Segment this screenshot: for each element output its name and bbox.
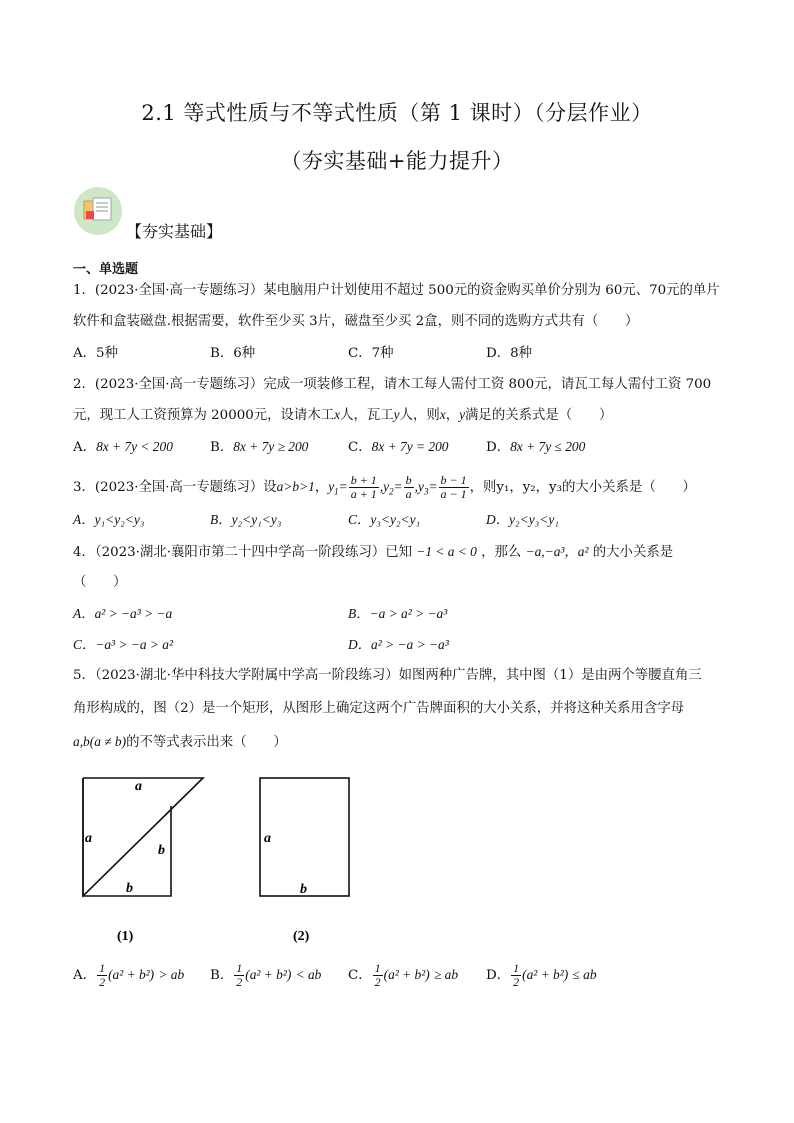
q2-option-a: A．8x + 7y < 200 [73, 439, 173, 455]
q4-option-a: A．a² > −a³ > −a [73, 606, 173, 621]
fig2-caption: (2) [293, 929, 310, 944]
q2-line1: 2．(2023·全国·高一专题练习）完成一项装修工程，请木工每人需付工资 800元，请瓦工每人需付工资 700 [73, 377, 712, 392]
fig2-label-bottom: b [300, 882, 307, 897]
q5-line2: 角形构成的，图（2）是一个矩形，从图形上确定这两个广告牌面积的大小关系，并将这种关系用含字母 [73, 701, 685, 716]
fig2-label-left: a [264, 831, 271, 846]
q5-line1: 5．（2023·湖北·华中科技大学附属中学高一阶段练习）如图两种广告牌，其中图（1）是由两个等腰直角三 [73, 668, 702, 683]
q3-option-a: A．y₁<y₂<y₃ [73, 512, 145, 527]
q1-line2: 软件和盒装磁盘.根据需要，软件至少买 3片，磁盘至少买 2盒，则不同的选购方式共有（ ） [73, 314, 639, 329]
fig1-label-inner: b [158, 843, 165, 858]
q4-line1: 4．（2023·湖北·襄阳市第二十四中学高一阶段练习）已知 −1 < a < 0 ，那么 −a,−a³，a² 的大小关系是 [73, 544, 674, 560]
section-heading: 一、单选题 [73, 262, 139, 277]
q5-option-b: B． $\frac{1}{2}$ (a² + b²) < ab [210, 961, 322, 989]
fig1-label-top: a [135, 779, 142, 794]
q5-option-c: C． $\frac{1}{2}$ (a² + b²) ≥ ab [348, 961, 459, 989]
q1-option-a: A．5种 [73, 346, 118, 361]
q2-option-b: B．8x + 7y ≥ 200 [210, 439, 309, 455]
figure-1-trapezoid [83, 778, 203, 896]
q3-option-d: D．y₂<y₃<y₁ [486, 512, 559, 527]
q2-line2: 元，现工人工资预算为 20000元，设请木工x人，瓦工y人，则x，y满足的关系式是（ ） [73, 407, 613, 423]
q3-option-b: B．y₂<y₁<y₃ [210, 512, 282, 527]
q5-option-a: A． $\frac{1}{2}$ (a² + b²) > ab [73, 961, 185, 989]
page-subtitle: （夯实基础+能力提升） [280, 149, 514, 173]
q1-option-c: C．7种 [348, 346, 394, 361]
q1-option-d: D．8种 [486, 346, 533, 361]
section-badge-label: 【夯实基础】 [126, 222, 223, 241]
q4-option-b: B．−a > a² > −a³ [348, 606, 448, 621]
q4-option-d: D．a² > −a > −a³ [348, 637, 449, 652]
q4-option-c: C．−a³ > −a > a² [73, 637, 173, 652]
q2-option-c: C．8x + 7y = 200 [348, 439, 449, 455]
q4-line2: （ ） [73, 575, 127, 590]
q5-line3: a,b(a ≠ b)的不等式表示出来（ ） [73, 734, 287, 750]
fig1-label-left: a [85, 831, 92, 846]
q3-option-c: C．y₃<y₂<y₁ [348, 512, 421, 527]
q5-option-d: D． $\frac{1}{2}$ (a² + b²) ≤ ab [486, 961, 597, 989]
figure-2-rectangle [260, 778, 349, 896]
page-title: 2.1 等式性质与不等式性质（第 1 课时）（分层作业） [141, 101, 653, 125]
document-folder-icon [73, 186, 123, 236]
fig1-label-bottom: b [126, 881, 133, 896]
q2-option-d: D．8x + 7y ≤ 200 [486, 439, 586, 455]
q3-line: 3．(2023·全国·高一专题练习）设a>b>1，$y_1=$ $\frac{b + 1}{a + 1}$ $,y_2=$ $\frac{b}{a}$ $,y_3=$ $\frac{b - 1}{a - 1}$ ，则y₁，y₂，y₃的大小关系是（ ） [73, 473, 696, 501]
q5-figure [73, 768, 373, 948]
q1-option-b: B．6种 [210, 346, 256, 361]
fig1-caption: (1) [117, 929, 134, 944]
q1-line1: 1．(2023·全国·高一专题练习）某电脑用户计划使用不超过 500元的资金购买单价分别为 60元、70元的单片 [73, 283, 720, 298]
